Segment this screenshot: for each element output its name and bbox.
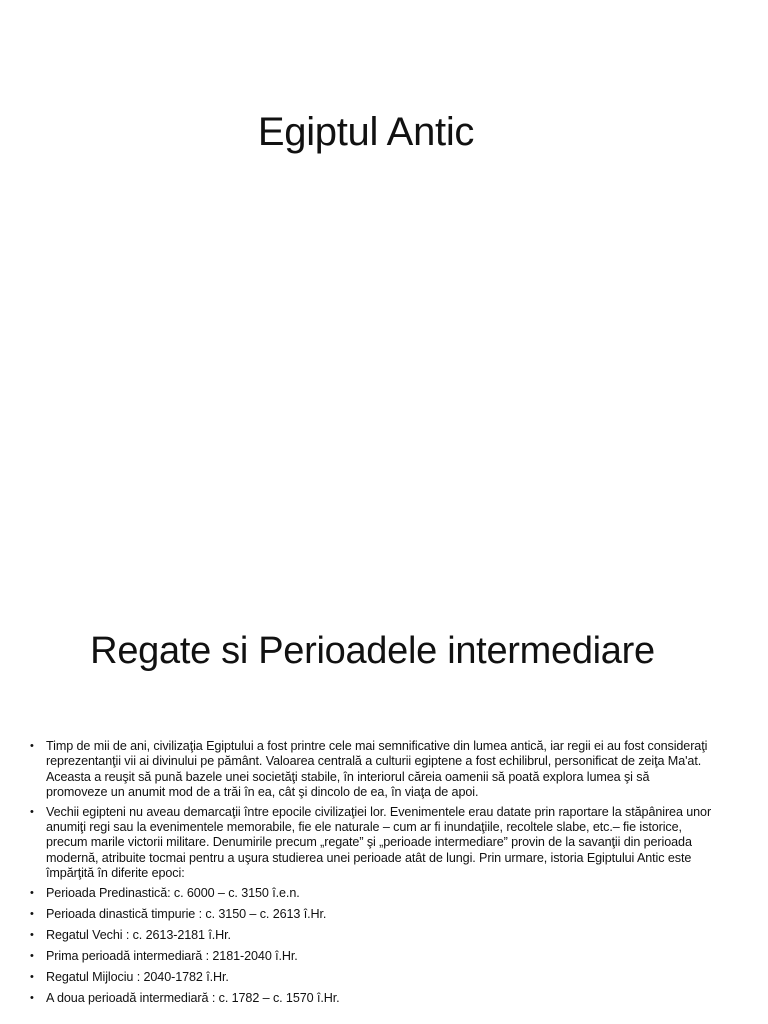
bullet-text: Regatul Vechi : c. 2613-2181 î.Hr.	[46, 927, 231, 942]
bullet-item	[30, 991, 712, 1006]
bullet-icon: •	[30, 907, 34, 920]
bullet-text: Regatul Mijlociu : 2040-1782 î.Hr.	[46, 970, 229, 985]
bullet-list	[30, 739, 712, 1012]
bullet-icon: •	[30, 992, 34, 1005]
bullet-text: A doua perioadă intermediară : c. 1782 – c. 1570 î.Hr.	[46, 991, 340, 1006]
bullet-item	[30, 886, 712, 901]
bullet-item	[30, 970, 712, 985]
slide-title: Regate si Perioadele intermediare	[90, 630, 655, 672]
bullet-text: Perioada Predinastică: c. 6000 – c. 3150 î.e.n.	[46, 885, 300, 900]
bullet-item	[30, 928, 712, 943]
bullet-item	[30, 949, 712, 964]
slide-2	[0, 580, 768, 1024]
bullet-text: Vechii egipteni nu aveau demarcaţii între epocile civilizaţiei lor. Evenimentele erau datate prin raportare la stăpânirea unor anumiţi regi sau la evenimentele memorabile, fie ele naturale – cum ar fi inundaţiile, recoltele slabe, etc.– fie istorice, precum marile victorii militare. Denumirile precum „regate” şi „perioade intermediare” provin de la savanţii din perioada modernă, atribuite tocmai pentru a uşura studierea unei perioade atât de lungi. Prin urmare, istoria Egiptului Antic este împărţită în diferite epoci:	[46, 804, 712, 880]
bullet-icon: •	[30, 886, 34, 899]
bullet-item	[30, 805, 712, 881]
bullet-text: Perioada dinastică timpurie : c. 3150 – c. 2613 î.Hr.	[46, 906, 327, 921]
bullet-icon: •	[30, 740, 34, 752]
bullet-text: Timp de mii de ani, civilizaţia Egiptului a fost printre cele mai semnificative din lumea antică, iar regii ei au fost consideraţi reprezentanţii vii ai divinului pe pământ. Valoarea centrală a culturii egiptene a fost echilibrul, personificat de zeiţa Ma'at. Aceasta a reuşit să pună bazele unei societăţi stabile, în interiorul căreia oamenii să poată explora lumea şi să promoveze un anumit mod de a trăi în ea, cât şi dincolo de ea, în viaţa de apoi.	[46, 739, 708, 799]
bullet-icon: •	[30, 928, 34, 941]
bullet-text: Prima perioadă intermediară : 2181-2040 î.Hr.	[46, 948, 298, 963]
slide-title: Egiptul Antic	[257, 110, 475, 154]
bullet-icon: •	[30, 805, 34, 818]
bullet-icon: •	[30, 971, 34, 984]
bullet-item	[30, 739, 712, 800]
bullet-icon: •	[30, 949, 34, 962]
bullet-item	[30, 907, 712, 922]
